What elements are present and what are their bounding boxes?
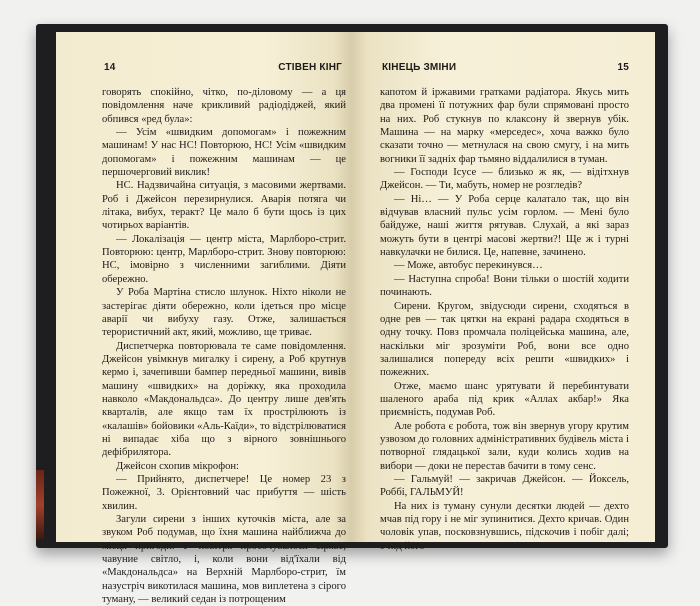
page-number: 15 [617, 62, 629, 73]
page-number: 14 [104, 62, 116, 73]
paragraph: На них із туману сунули десятки людей — дехто мчав під гору і не міг зупинитися. Дехто кричав. Один чоловік упав, посковзнувшись, підскочив і побіг далі; з-під його [380, 500, 629, 552]
paragraph: Сирени. Кругом, звідусюди сирени, сходяться в одне рев — так цятки на екрані радара сходяться в одну точку. Повз промчала поліцейська машина, але, наскільки міг зрозуміти Роб, вони все одно залишалися попереду всіх решти «швидких» і пожежних. [380, 300, 629, 379]
paragraph: НС. Надзвичайна ситуація, з масовими жертвами. Роб і Джейсон перезирнулися. Аварія потяга чи літака, вибух, теракт? Це мало б бути щось із цих чотирьох варіантів. [102, 180, 346, 232]
paragraph: — Може, автобус перекинувся… [394, 260, 543, 272]
page-body [380, 86, 629, 553]
paragraph: — Господи Ісусе — близько ж як, — відітхнув Джейсон. — Ти, мабуть, номер не розгледів? [380, 167, 629, 192]
paragraph: Але робота є робота, тож він звернув угору крутим узвозом до головних адміністративних будівель міста і потворної глядацької зали, куди колись ходив на вибори — доки не перестав бачити в тому сенс. [380, 420, 629, 472]
paragraph: У Роба Мартіна стисло шлунок. Ніхто ніколи не застерігає діяти обережно, коли ідеться про місце аварії чи вибуху газу. Отже, залишається терористичний акт, який, можливо, ще триває. [102, 287, 346, 339]
cover-accent [36, 470, 44, 540]
paragraph: — Наступна спроба! Вони тільки о шостій ходити починають. [380, 273, 629, 299]
paragraph: Диспетчерка повторювала те саме повідомлення. Джейсон увімкнув мигалку і сирену, а Роб крутнув кермо і, зачепивши бампер передньої машини, вивів машину «швидких» на доріжку, яка проходила навколо «Макдональдса». До центру лише дев'ять кварталів, але якщо там їх прострілюють із «калашів» бойовики «Аль-Каїди», то відстрілюватися ні випадає хіба що з вірного зовнішнього дефібрилятора. [102, 340, 346, 459]
paragraph: капотом й іржавими гратками радіатора. Якусь мить два промені її потужних фар були спрямовані просто на них. Роб стукнув по клаксону й звернув убік. Машина — на марку «мерседес», хоча важко було сказати точно — метнулася на свою смугу, і на мить вогники її задніх фар тьмяно віддалилися в туман. [380, 87, 629, 165]
paragraph: Загули сирени з інших куточків міста, але за звуком Роб подумав, що їхня машина найближча до місця пригоди. У повітря просочувалося сіряве, чавуние світло, і, коли вони від'їхали від «Макдональдса» на Верхній Марлборо-стрит, їм назустріч викотилася машина, мов виплетена з сірого туману, — великий седан із потрощеним [102, 514, 346, 606]
paragraph: — Прийнято, диспетчере! Це номер 23 з Пожежної, 3. Орієнтовний час прибуття — шість хвилин. [102, 473, 346, 512]
paragraph: Отже, маємо шанс урятувати й перебинтувати шаленого араба під крик «Аллах акбар!» Яка приємність, подумав Роб. [380, 380, 629, 419]
paragraph: говорять спокійно, чітко, по-діловому — а ця повідомлення наче крикливий радіодіджей, який обпився «ред була»: [102, 87, 346, 125]
right-page [352, 32, 655, 552]
page-body [102, 86, 346, 606]
paragraph: — Ні… — У Роба серце калатало так, що він відчував власний пульс усім горлом. — Мені було байдуже, наші життя рятував. Слухай, а які зараз можуть бути в центрі масові жертви?! Ще ж і турні навкулачки не билися. Це, напевне, зачинено. [380, 193, 629, 259]
paragraph: — Локалізація — центр міста, Марлборо-стрит. Повторюю: центр, Марлборо-стрит. Знову повторюю: НС, імовірно з численними загиблими. Діяти обережно. [102, 233, 346, 285]
left-page [56, 32, 352, 606]
running-head: КІНЕЦЬ ЗМІНИ [382, 62, 457, 73]
paragraph: — Гальмуй! — закричав Джейсон. — Йоксель, Роббі, ГАЛЬМУЙ! [380, 473, 629, 499]
paragraph: — Усім «швидким допомогам» і пожежним машинам! У нас НС! Повторюю, НС! Усім «швидким допомогам» і пожежним машинам — це першочерговий виклик! [102, 127, 346, 179]
paragraph: Джейсон схопив мікрофон: [116, 460, 239, 472]
running-head: СТІВЕН КІНГ [278, 62, 342, 73]
